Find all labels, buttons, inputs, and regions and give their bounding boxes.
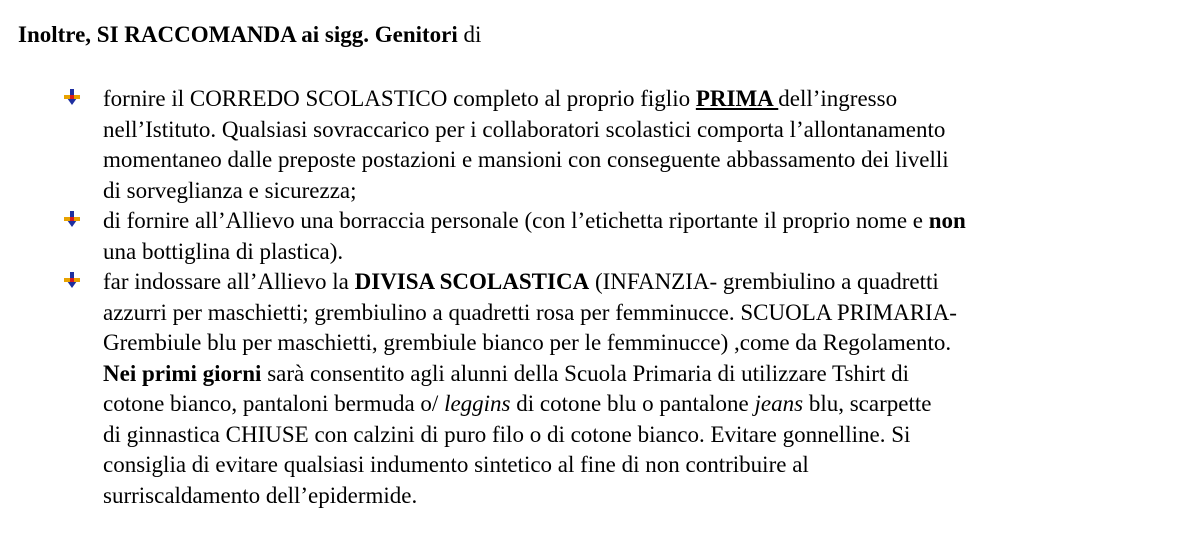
recommendation-list (0, 84, 1200, 511)
text-run: blu, scarpette (803, 391, 932, 416)
text-run: di fornire all’Allievo una borraccia personale (con l’etichetta riportante il proprio nome e (103, 208, 929, 233)
text-run: una bottiglina di plastica). (103, 238, 344, 264)
text-run: surriscaldamento dell’epidermide. (103, 482, 418, 508)
text-run: di ginnastica CHIUSE con calzini di puro filo o di cotone bianco. Evitare gonnelline. Si (103, 421, 911, 447)
text-run: di cotone blu o pantalone (510, 391, 755, 416)
list-item-text (103, 206, 1200, 267)
text-run: jeans (754, 391, 804, 416)
text-line (103, 115, 1200, 146)
text-line (103, 176, 1200, 207)
text-run: dell’ingresso (778, 86, 898, 111)
text-run: nell’Istituto. Qualsiasi sovraccarico per i collaboratori scolastici comporta l’allontanamento (103, 116, 946, 142)
text-run: far indossare all’Allievo la (103, 269, 355, 294)
text-run: DIVISA SCOLASTICA (354, 269, 590, 294)
text-run: consiglia di evitare qualsiasi indumento sintetico al fine di non contribuire al (103, 452, 809, 477)
text-line (103, 206, 1200, 237)
text-run: di sorveglianza e sicurezza; (103, 177, 357, 203)
list-item (0, 206, 1200, 267)
list-item-text (103, 84, 1200, 206)
text-line (103, 298, 1200, 329)
list-item-text (103, 267, 1200, 511)
text-line (103, 481, 1200, 512)
plus-arrow-bullet-icon (63, 88, 81, 106)
text-line (103, 237, 1200, 268)
text-run: momentaneo dalle preposte postazioni e mansioni con conseguente abbassamento dei livelli (103, 147, 949, 172)
text-run: (INFANZIA- grembiulino a quadretti (589, 269, 939, 294)
text-run: Grembiule blu per maschietti, grembiule bianco per le femminucce) ,come da Regolamento. (103, 330, 952, 355)
plus-arrow-bullet-icon (63, 210, 81, 228)
text-run: non (928, 208, 966, 233)
text-line (103, 267, 1200, 298)
heading-bold: Inoltre, SI RACCOMANDA ai sigg. Genitori (18, 22, 458, 47)
text-run: azzurri per maschietti; grembiulino a quadretti rosa per femminucce. SCUOLA PRIMARIA- (103, 299, 957, 325)
text-run: PRIMA (695, 86, 779, 111)
text-line (103, 328, 1200, 359)
heading-rest: di (457, 22, 482, 47)
text-run: leggins (444, 391, 511, 416)
text-run: Nei primi giorni (103, 360, 262, 386)
text-line (103, 145, 1200, 176)
text-line (103, 450, 1200, 481)
text-run: fornire il CORREDO SCOLASTICO completo al proprio figlio (103, 86, 696, 111)
list-item (0, 84, 1200, 206)
text-run: cotone bianco, pantaloni bermuda o/ (103, 391, 445, 416)
heading (18, 20, 481, 50)
list-item (0, 267, 1200, 511)
text-line (103, 359, 1200, 390)
text-line (103, 389, 1200, 420)
text-run: sarà consentito agli alunni della Scuola Primaria di utilizzare Tshirt di (261, 360, 909, 386)
text-line (103, 420, 1200, 451)
plus-arrow-bullet-icon (63, 271, 81, 289)
text-line (103, 84, 1200, 115)
